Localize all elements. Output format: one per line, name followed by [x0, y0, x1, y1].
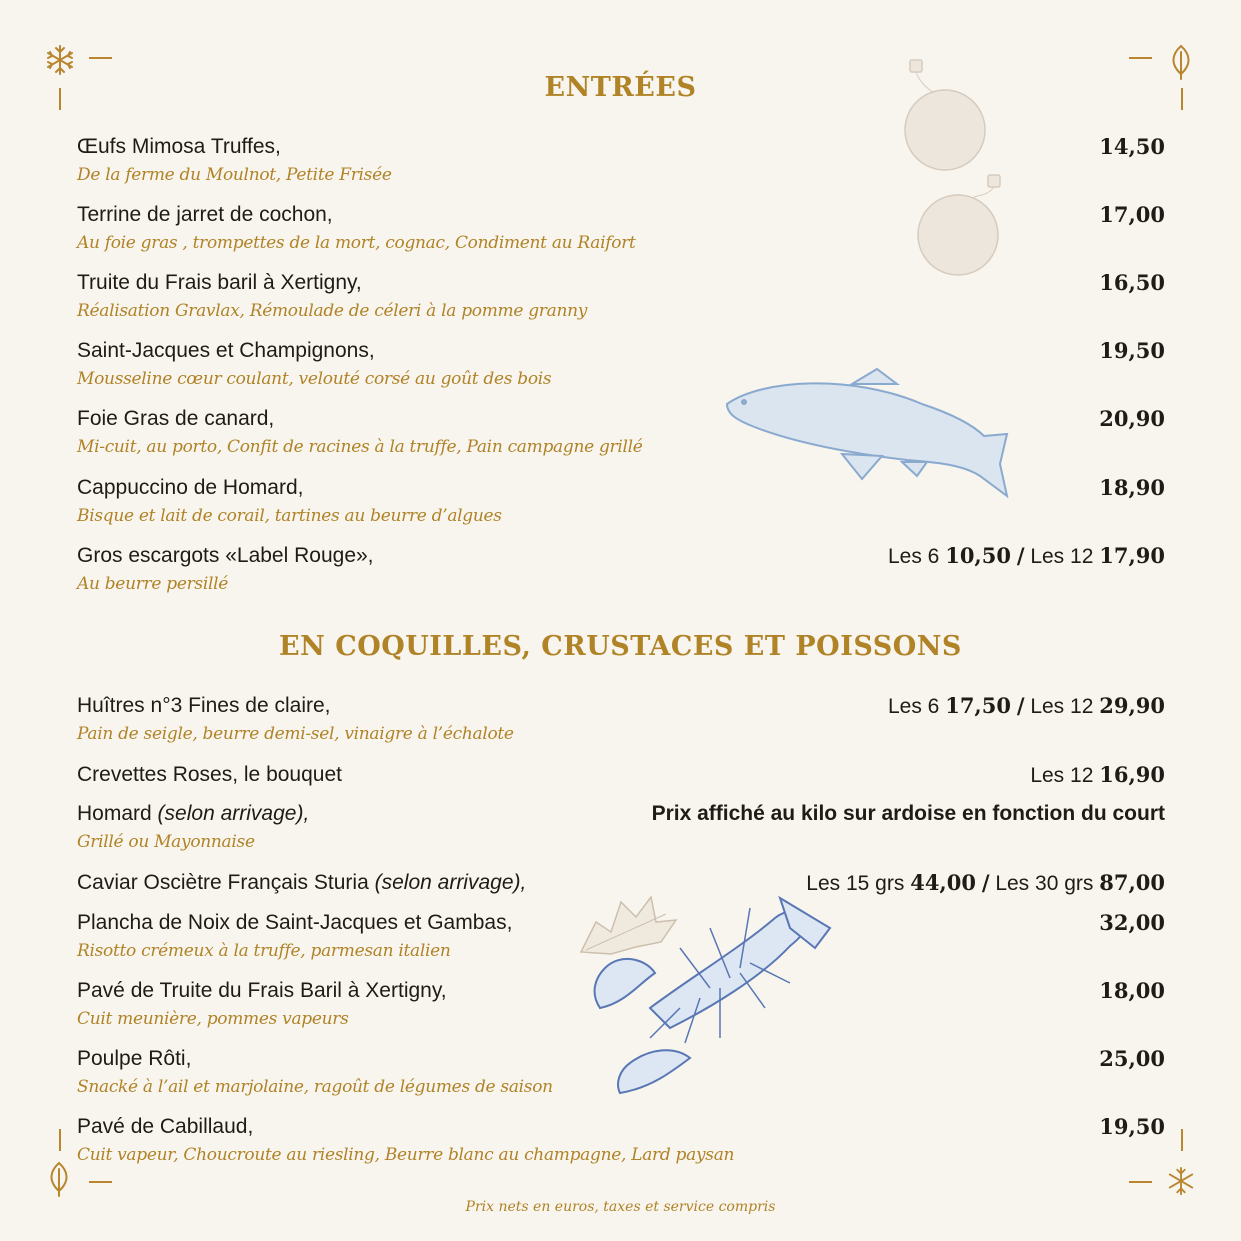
item-price: 14,50: [1099, 134, 1165, 159]
menu-item: [77, 870, 1165, 896]
menu-item: [77, 1046, 1165, 1099]
price-label: Les 30 grs: [995, 872, 1094, 895]
item-name: Pavé de Cabillaud,: [77, 1115, 254, 1138]
item-price: 87,00: [1099, 870, 1165, 895]
menu-item: [77, 475, 1165, 528]
menu-item: [77, 134, 1165, 187]
item-desc: Cuit meunière, pommes vapeurs: [77, 1009, 349, 1029]
item-price: 18,00: [1099, 978, 1165, 1003]
item-desc: Au foie gras , trompettes de la mort, cognac, Condiment au Raifort: [77, 233, 636, 253]
price-label: Les 12: [1030, 545, 1094, 568]
price-label: Les 12: [1030, 695, 1094, 718]
item-price: 25,00: [1099, 1046, 1165, 1071]
menu-item: [77, 910, 1165, 963]
item-name: Saint-Jacques et Champignons,: [77, 339, 375, 362]
item-price: 17,90: [1099, 543, 1165, 568]
item-desc: Au beurre persillé: [77, 574, 229, 594]
item-desc: Risotto crémeux à la truffe, parmesan italien: [77, 941, 451, 961]
item-price: 18,90: [1099, 475, 1165, 500]
item-price: 17,50: [945, 693, 1011, 718]
item-price: 20,90: [1099, 406, 1165, 431]
item-desc: Réalisation Gravlax, Rémoulade de céleri à la pomme granny: [77, 301, 588, 321]
item-name: Plancha de Noix de Saint-Jacques et Gambas,: [77, 911, 513, 934]
item-desc: Pain de seigle, beurre demi-sel, vinaigre à l’échalote: [77, 724, 514, 744]
corner-line: [59, 1129, 61, 1151]
snowflake-icon: [1166, 1166, 1196, 1196]
item-name-note: (selon arrivage),: [374, 871, 527, 894]
item-price: 32,00: [1099, 910, 1165, 935]
item-desc: Mousseline cœur coulant, velouté corsé au goût des bois: [77, 369, 552, 389]
item-price: 29,90: [1099, 693, 1165, 718]
item-name: Terrine de jarret de cochon,: [77, 203, 333, 226]
item-name: Gros escargots «Label Rouge»,: [77, 544, 374, 567]
section-title-entrees: ENTRÉES: [544, 72, 697, 103]
item-desc: Mi-cuit, au porto, Confit de racines à la truffe, Pain campagne grillé: [77, 437, 643, 457]
item-name: Caviar Osciètre Français Sturia: [77, 871, 369, 894]
footer-note: Prix nets en euros, taxes et service compris: [465, 1199, 776, 1215]
item-price: 19,50: [1099, 338, 1165, 363]
item-desc: Cuit vapeur, Choucroute au riesling, Beurre blanc au champagne, Lard paysan: [77, 1145, 735, 1165]
item-desc: Snacké à l’ail et marjolaine, ragoût de légumes de saison: [77, 1077, 553, 1097]
price-note: Prix affiché au kilo sur ardoise en fonction du court: [651, 802, 1165, 825]
price-label: Les 6: [887, 695, 940, 718]
item-name: Foie Gras de canard,: [77, 407, 275, 430]
corner-line: [1181, 1129, 1183, 1151]
menu-item: [77, 693, 1165, 746]
item-price: 19,50: [1099, 1114, 1165, 1139]
item-name: Cappuccino de Homard,: [77, 476, 304, 499]
corner-line: [1129, 1181, 1152, 1183]
item-name: Crevettes Roses, le bouquet: [77, 763, 342, 786]
corner-line: [89, 57, 112, 59]
item-name: Poulpe Rôti,: [77, 1047, 192, 1070]
menu-item: [77, 801, 1165, 854]
item-price: 10,50: [945, 543, 1011, 568]
corner-line: [89, 1181, 112, 1183]
menu-item: [77, 406, 1165, 459]
price-label: Les 15 grs: [806, 872, 905, 895]
item-name: Homard: [77, 802, 152, 825]
menu-item: [77, 762, 1165, 788]
item-price: 17,00: [1099, 202, 1165, 227]
item-desc: Grillé ou Mayonnaise: [77, 832, 255, 852]
corner-line: [1129, 57, 1152, 59]
price-separator: /: [1016, 543, 1025, 568]
section-title-poissons: EN COQUILLES, CRUSTACES ET POISSONS: [279, 631, 962, 662]
menu-item: [77, 978, 1165, 1031]
item-price: 16,50: [1099, 270, 1165, 295]
item-desc: De la ferme du Moulnot, Petite Frisée: [77, 165, 392, 185]
item-desc: Bisque et lait de corail, tartines au beurre d’algues: [77, 506, 502, 526]
item-name: Pavé de Truite du Frais Baril à Xertigny,: [77, 979, 447, 1002]
item-name: Huîtres n°3 Fines de claire,: [77, 694, 331, 717]
menu-item: [77, 202, 1165, 255]
item-name: Œufs Mimosa Truffes,: [77, 135, 281, 158]
price-label: Les 12: [1030, 764, 1094, 787]
menu-item: [77, 270, 1165, 323]
price-label: Les 6: [887, 545, 940, 568]
price-separator: /: [981, 870, 990, 895]
price-separator: /: [1016, 693, 1025, 718]
menu-item: [77, 543, 1165, 596]
menu-item: [77, 338, 1165, 391]
menu-item: [77, 1114, 1165, 1167]
item-price: 44,00: [910, 870, 976, 895]
item-price: 16,90: [1099, 762, 1165, 787]
item-name-note: (selon arrivage),: [157, 802, 310, 825]
leaf-icon: [46, 1161, 72, 1197]
item-name: Truite du Frais baril à Xertigny,: [77, 271, 362, 294]
